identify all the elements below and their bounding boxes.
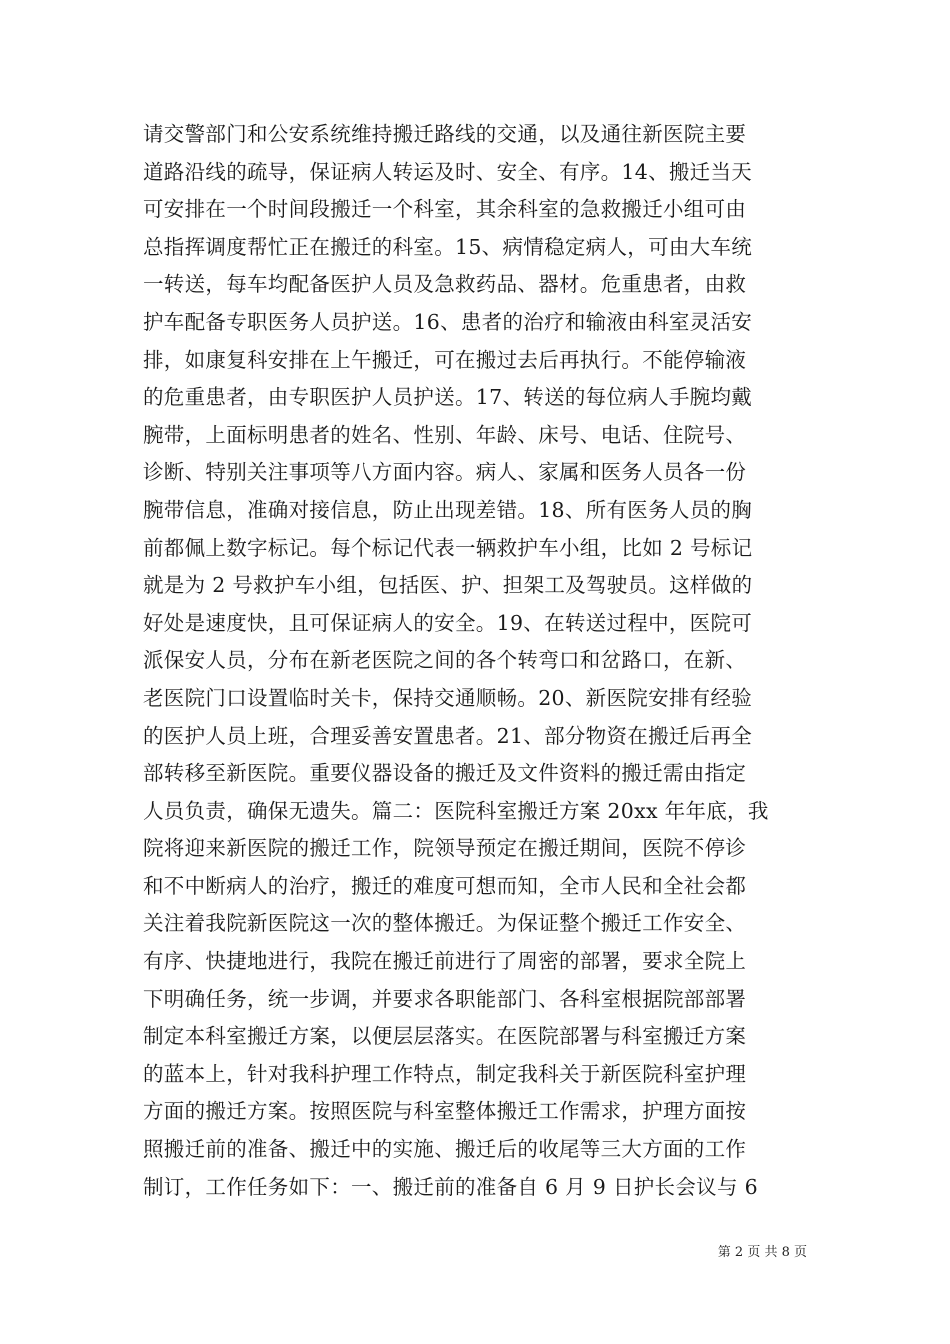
text-line: 前都佩上数字标记。每个标记代表一辆救护车小组，比如 2 号标记 (143, 535, 753, 560)
text-line: 的医护人员上班，合理妥善安置患者。21、部分物资在搬迁后再全 (143, 723, 753, 748)
text-line: 院将迎来新医院的搬迁工作，院领导预定在搬迁期间，医院不停诊 (143, 836, 747, 861)
text-line: 腕带信息，准确对接信息，防止出现差错。18、所有医务人员的胸 (143, 497, 753, 522)
text-line: 下明确任务，统一步调，并要求各职能部门、各科室根据院部部署 (143, 986, 747, 1011)
text-line: 的蓝本上，针对我科护理工作特点，制定我科关于新医院科室护理 (143, 1061, 747, 1086)
text-line: 部转移至新医院。重要仪器设备的搬迁及文件资料的搬迁需由指定 (143, 761, 747, 786)
text-line: 制订，工作任务如下：一、搬迁前的准备自 6 月 9 日护长会议与 6 (143, 1174, 758, 1199)
text-line: 好处是速度快，且可保证病人的安全。19、在转送过程中，医院可 (143, 610, 753, 635)
text-line: 总指挥调度帮忙正在搬迁的科室。15、病情稳定病人，可由大车统 (143, 234, 753, 259)
text-line: 排，如康复科安排在上午搬迁，可在搬过去后再执行。不能停输液 (143, 347, 747, 372)
text-line: 老医院门口设置临时关卡，保持交通顺畅。20、新医院安排有经验 (143, 685, 753, 710)
text-line: 请交警部门和公安系统维持搬迁路线的交通，以及通往新医院主要 (143, 122, 747, 146)
text-line: 方面的搬迁方案。按照医院与科室整体搬迁工作需求，护理方面按 (143, 1099, 747, 1124)
text-line: 护车配备专职医务人员护送。16、患者的治疗和输液由科室灵活安 (143, 309, 753, 334)
text-line: 照搬迁前的准备、搬迁中的实施、搬迁后的收尾等三大方面的工作 (143, 1137, 747, 1162)
text-line: 一转送，每车均配备医护人员及急救药品、器材。危重患者，由救 (143, 272, 747, 297)
text-line: 的危重患者，由专职医护人员护送。17、转送的每位病人手腕均戴 (143, 385, 753, 410)
text-line: 就是为 2 号救护车小组，包括医、护、担架工及驾驶员。这样做的 (143, 573, 753, 598)
text-line: 人员负责，确保无遗失。篇二：医院科室搬迁方案 20xx 年年底，我 (143, 798, 769, 823)
text-line: 腕带，上面标明患者的姓名、性别、年龄、床号、电话、住院号、 (143, 422, 747, 447)
text-line: 制定本科室搬迁方案，以便层层落实。在医院部署与科室搬迁方案 (143, 1024, 747, 1049)
body-text (143, 116, 813, 1206)
text-line: 和不中断病人的治疗，搬迁的难度可想而知，全市人民和全社会都 (143, 873, 747, 898)
text-line: 关注着我院新医院这一次的整体搬迁。为保证整个搬迁工作安全、 (143, 911, 747, 936)
text-line: 道路沿线的疏导，保证病人转运及时、安全、有序。14、搬迁当天 (143, 159, 753, 184)
page-number: 第 2 页 共 8 页 (717, 1245, 807, 1260)
text-line: 有序、快捷地进行，我院在搬迁前进行了周密的部署，要求全院上 (143, 949, 747, 974)
text-line: 可安排在一个时间段搬迁一个科室，其余科室的急救搬迁小组可由 (143, 197, 747, 222)
text-line: 诊断、特别关注事项等八方面内容。病人、家属和医务人员各一份 (143, 460, 747, 485)
text-line: 派保安人员，分布在新老医院之间的各个转弯口和岔路口，在新、 (143, 648, 747, 673)
